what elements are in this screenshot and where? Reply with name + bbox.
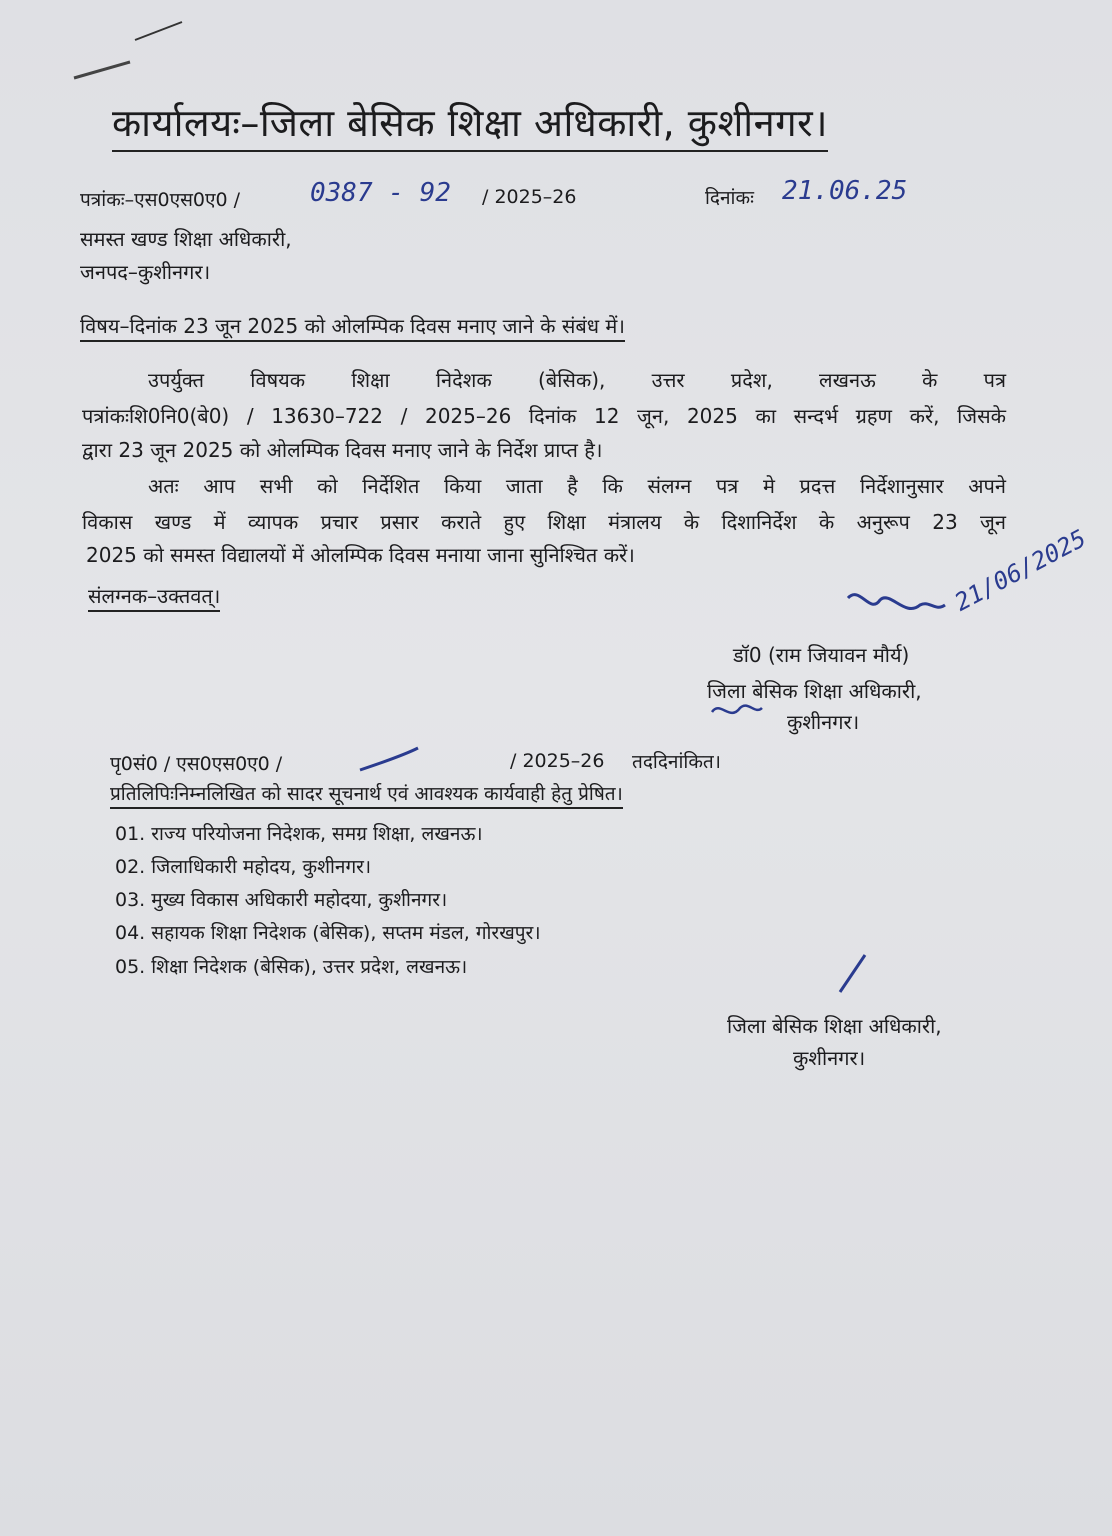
- copy-ref-date: तददिनांकित।: [632, 751, 721, 773]
- footer-designation: जिला बेसिक शिक्षा अधिकारी,: [727, 1014, 942, 1038]
- date-label: दिनांकः: [705, 187, 754, 209]
- body-para2-line3: 2025 को समस्त विद्यालयों में ओलम्पिक दिवस मनाया जाना सुनिश्चित करें।: [86, 543, 635, 567]
- body-para2-line2: विकास खण्ड में व्यापक प्रचार प्रसार कराते हुए शिक्षा मंत्रालय के दिशानिर्देश के अनुरूप 23 जून: [82, 510, 1006, 534]
- copy-item-1: 01. राज्य परियोजना निदेशक, समग्र शिक्षा, लखनऊ।: [115, 823, 483, 845]
- addressee-line2: जनपद–कुशीनगर।: [80, 260, 211, 284]
- body-para2-line1: अतः आप सभी को निर्देशित किया जाता है कि संलग्न पत्र मे प्रदत्त निर्देशानुसार अपने: [148, 474, 1006, 498]
- copy-item-5: 05. शिक्षा निदेशक (बेसिक), उत्तर प्रदेश, लखनऊ।: [115, 956, 468, 978]
- body-para1-line1: उपर्युक्त विषयक शिक्षा निदेशक (बेसिक), उत्तर प्रदेश, लखनऊ के पत्र: [148, 368, 1006, 392]
- copy-item-4: 04. सहायक शिक्षा निदेशक (बेसिक), सप्तम मंडल, गोरखपुर।: [115, 922, 541, 944]
- initials-scribble: [712, 706, 762, 713]
- signature-scribble: [848, 595, 945, 609]
- patrank-prefix: पत्रांकः–एस0एस0ए0 /: [80, 189, 241, 211]
- copy-intro: प्रतिलिपिःनिम्नलिखित को सादर सूचनार्थ एवं आवश्यक कार्यवाही हेतु प्रेषित।: [110, 780, 623, 809]
- footer-place: कुशीनगर।: [793, 1046, 866, 1070]
- office-title: कार्यालयः–जिला बेसिक शिक्षा अधिकारी, कुशीनगर।: [112, 96, 828, 152]
- copy-item-3: 03. मुख्य विकास अधिकारी महोदया, कुशीनगर।: [115, 889, 448, 911]
- copy-ref-prefix: पृ0सं0 / एस0एस0ए0 /: [110, 753, 283, 775]
- date-handwritten: 21.06.25: [782, 176, 908, 206]
- patrank-number-handwritten: 0387 - 92: [310, 178, 451, 208]
- copy-ref-year: / 2025–26: [510, 750, 605, 772]
- enclosure-label: संलग्नक–उक्तवत्।: [88, 582, 220, 612]
- signatory-place: कुशीनगर।: [787, 710, 860, 734]
- body-para1-line2: पत्रांकःशि0नि0(बे0) / 13630–722 / 2025–26 दिनांक 12 जून, 2025 का सन्दर्भ ग्रहण करें, जिसके: [82, 404, 1006, 428]
- signature-date-handwritten: 21/06/2025: [950, 524, 1091, 617]
- signatory-designation: जिला बेसिक शिक्षा अधिकारी,: [707, 679, 922, 703]
- signatory-name: डॉ0 (राम जियावन मौर्य): [733, 643, 910, 667]
- patrank-year: / 2025–26: [482, 186, 577, 208]
- subject-line: विषय–दिनांक 23 जून 2025 को ओलम्पिक दिवस मनाए जाने के संबंध में।: [80, 312, 625, 342]
- addressee-line1: समस्त खण्ड शिक्षा अधिकारी,: [80, 227, 292, 251]
- copy-item-2: 02. जिलाधिकारी महोदय, कुशीनगर।: [115, 856, 372, 878]
- body-para1-line3: द्वारा 23 जून 2025 को ओलम्पिक दिवस मनाए जाने के निर्देश प्राप्त है।: [82, 438, 603, 462]
